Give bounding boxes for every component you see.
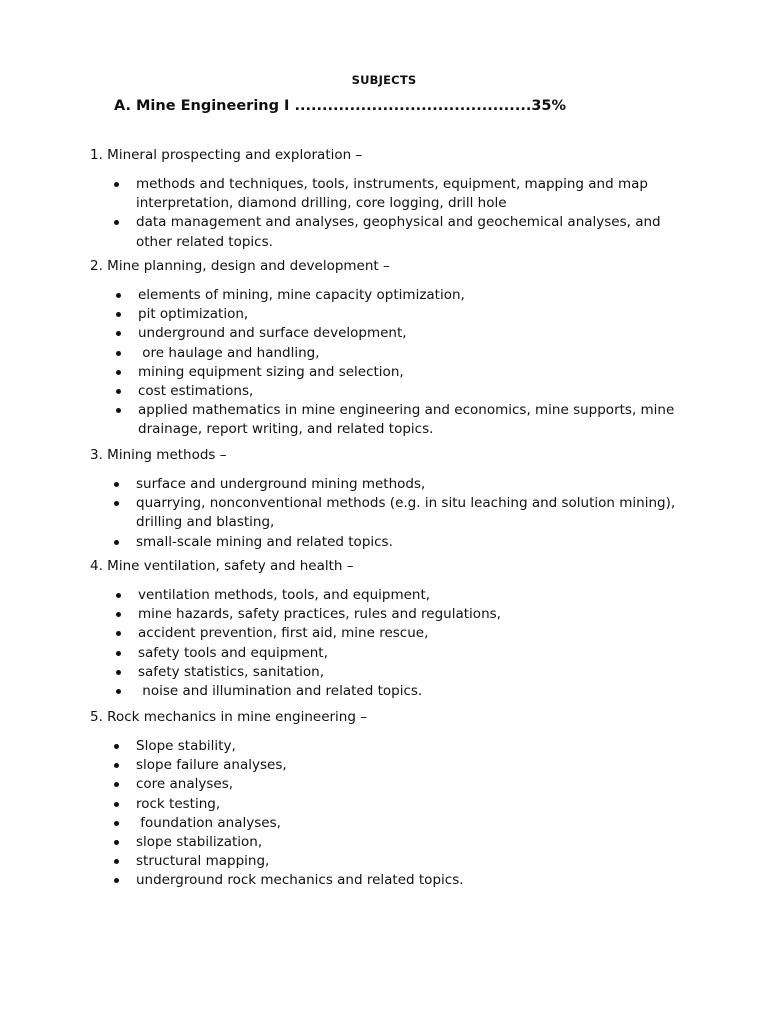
list-item-text: Slope stability,: [136, 738, 236, 754]
list-item: [138, 624, 683, 643]
bullet-icon: [116, 612, 121, 617]
list-item: [136, 795, 681, 814]
list-item: [138, 682, 683, 701]
bullet-icon: [114, 840, 119, 845]
bullet-icon: [116, 631, 121, 636]
list-item-text: applied mathematics in mine engineering and economics, mine supports, mine drainage, report writing, and related topics.: [138, 402, 675, 438]
bullet-icon: [116, 312, 121, 317]
document-title: SUBJECTS: [351, 73, 417, 87]
bullet-icon: [116, 593, 121, 598]
topic-5-bullet-list: [136, 737, 681, 891]
bullet-icon: [116, 689, 121, 694]
list-item-text: ore haulage and handling,: [138, 344, 320, 361]
topic-5-heading: 5. Rock mechanics in mine engineering –: [90, 709, 367, 725]
section-letter: A.: [114, 98, 131, 114]
list-item-text: noise and illumination and related topics.: [138, 683, 423, 700]
list-item: [136, 756, 681, 775]
bullet-icon: [114, 821, 119, 826]
bullet-icon: [116, 331, 121, 336]
list-item-text: pit optimization,: [138, 306, 249, 323]
list-item: [138, 586, 683, 605]
topic-1-heading: 1. Mineral prospecting and exploration –: [90, 147, 363, 163]
topic-4-heading: 4. Mine ventilation, safety and health –: [90, 558, 354, 574]
list-item: [138, 663, 683, 682]
list-item-text: foundation analyses,: [136, 814, 281, 831]
list-item-text: data management and analyses, geophysical and geochemical analyses, and other related topics.: [136, 214, 661, 250]
list-item: [138, 363, 683, 382]
bullet-icon: [114, 763, 119, 768]
bullet-icon: [116, 389, 121, 394]
list-item: [136, 737, 681, 756]
bullet-icon: [114, 501, 119, 506]
list-item: [136, 175, 681, 213]
section-heading-text: Mine Engineering I ...........................................35%: [136, 98, 567, 114]
list-item: [136, 871, 681, 890]
bullet-icon: [114, 782, 119, 787]
list-item: [138, 286, 683, 305]
list-item: [138, 305, 683, 324]
list-item-text: mine hazards, safety practices, rules and regulations,: [138, 606, 501, 623]
list-item: [138, 324, 683, 343]
list-item-text: slope failure analyses,: [136, 757, 287, 774]
list-item-text: safety statistics, sanitation,: [138, 663, 325, 680]
list-item: [136, 852, 681, 871]
topic-4-bullet-list: [138, 586, 683, 701]
bullet-icon: [116, 651, 121, 656]
bullet-icon: [116, 293, 121, 298]
list-item-text: mining equipment sizing and selection,: [138, 363, 404, 380]
list-item-text: ventilation methods, tools, and equipment,: [138, 587, 431, 603]
list-item-text: rock testing,: [136, 795, 221, 812]
bullet-icon: [114, 182, 119, 187]
list-item: [136, 533, 681, 552]
topic-1-bullet-list: [136, 175, 681, 252]
list-item-text: small-scale mining and related topics.: [136, 533, 393, 550]
topic-2-heading: 2. Mine planning, design and development –: [90, 258, 390, 274]
bullet-icon: [114, 744, 119, 749]
list-item-text: quarrying, nonconventional methods (e.g. in situ leaching and solution mining), drilling and blasting,: [136, 495, 676, 531]
topic-2-bullet-list: [138, 286, 683, 440]
list-item: [136, 814, 681, 833]
list-item-text: slope stabilization,: [136, 834, 263, 851]
list-item-text: methods and techniques, tools, instruments, equipment, mapping and map interpretation, diamond drilling, core logging, drill hole: [136, 176, 648, 212]
list-item-text: accident prevention, first aid, mine rescue,: [138, 625, 429, 642]
list-item-text: elements of mining, mine capacity optimization,: [138, 287, 465, 303]
topic-3-heading: 3. Mining methods –: [90, 447, 227, 463]
bullet-icon: [114, 540, 119, 545]
section-heading: [114, 98, 566, 114]
list-item: [136, 494, 681, 532]
bullet-icon: [114, 878, 119, 883]
bullet-icon: [116, 351, 121, 356]
bullet-icon: [114, 482, 119, 487]
bullet-icon: [114, 220, 119, 225]
list-item-text: surface and underground mining methods,: [136, 476, 426, 492]
bullet-icon: [114, 802, 119, 807]
list-item-text: underground rock mechanics and related topics.: [136, 872, 464, 889]
bullet-icon: [116, 408, 121, 413]
list-item: [136, 775, 681, 794]
bullet-icon: [116, 370, 121, 375]
list-item: [138, 644, 683, 663]
list-item-text: safety tools and equipment,: [138, 644, 328, 661]
list-item: [136, 475, 681, 494]
list-item: [138, 382, 683, 401]
bullet-icon: [116, 670, 121, 675]
list-item: [136, 213, 681, 251]
bullet-icon: [114, 859, 119, 864]
list-item-text: underground and surface development,: [138, 325, 407, 342]
list-item-text: core analyses,: [136, 776, 234, 793]
list-item: [138, 344, 683, 363]
list-item: [138, 401, 683, 439]
topic-3-bullet-list: [136, 475, 681, 552]
list-item-text: cost estimations,: [138, 383, 254, 400]
list-item-text: structural mapping,: [136, 853, 270, 870]
list-item: [138, 605, 683, 624]
list-item: [136, 833, 681, 852]
